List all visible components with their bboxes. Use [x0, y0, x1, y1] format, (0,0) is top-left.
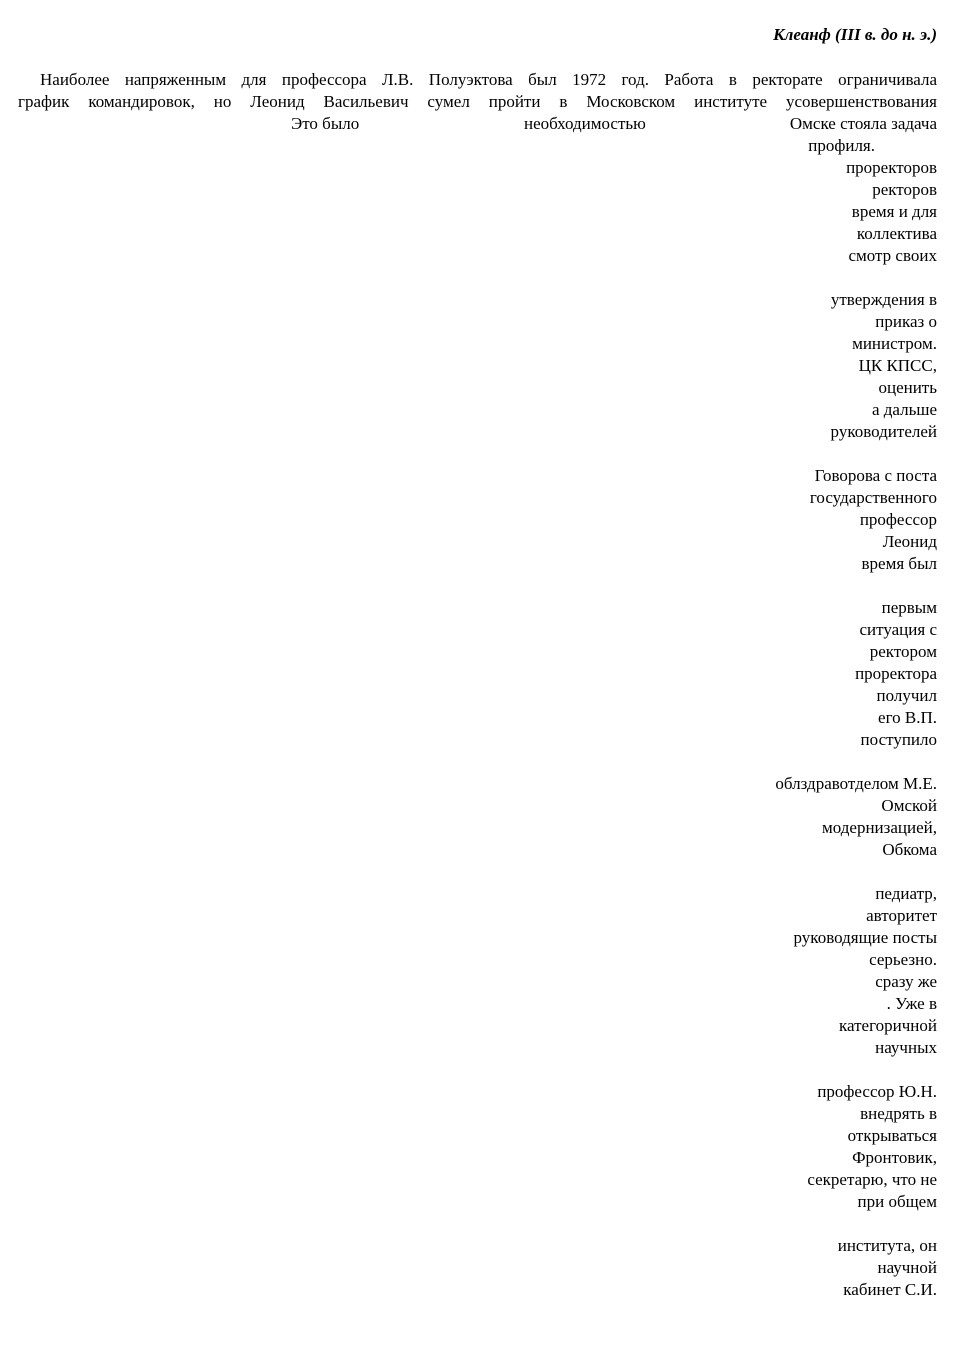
- paragraph-line-1: Наиболее напряженным для профессора Л.В. Полуэктова был 1972 год. Работа в ректорате ограничивала: [40, 70, 937, 89]
- text-fragment: государственного: [809, 488, 937, 507]
- text-fragment: Леонид: [882, 532, 937, 551]
- text-fragment-group: [808, 135, 937, 267]
- text-fragment: оценить: [878, 378, 937, 397]
- text-fragment: время и для: [851, 202, 937, 221]
- text-fragment: получил: [876, 686, 937, 705]
- text-fragment: время был: [861, 554, 937, 573]
- text-fragment-group: [775, 773, 937, 861]
- text-fragment: Фронтовик,: [852, 1148, 937, 1167]
- text-fragment: его В.П.: [878, 708, 937, 727]
- text-fragment: а дальше: [871, 400, 937, 419]
- text-fragment-group: [855, 597, 937, 751]
- text-fragment-group: [810, 465, 937, 575]
- text-fragment: Говорова с поста: [814, 466, 937, 485]
- text-fragment: руководящие посты: [793, 928, 937, 947]
- text-fragment: авторитет: [866, 906, 937, 925]
- text-fragment: Омске стояла задача: [789, 114, 937, 133]
- text-fragment: приказ о: [875, 312, 937, 331]
- text-fragment: Обкома: [882, 840, 937, 859]
- text-fragment-group: [794, 883, 937, 1059]
- epigraph: Клеанф (III в. до н. э.): [773, 25, 937, 44]
- text-fragment: ситуация с: [859, 620, 937, 639]
- text-fragment: при общем: [857, 1192, 937, 1211]
- text-fragment: серьезно.: [869, 950, 937, 969]
- text-fragment: открываться: [847, 1126, 937, 1145]
- text-fragment: ЦК КПСС,: [858, 356, 937, 375]
- text-fragment: руководителей: [830, 422, 937, 441]
- text-fragment: облздравотделом М.Е.: [775, 774, 937, 793]
- text-fragment: секретарю, что не: [807, 1170, 937, 1189]
- text-fragment: коллектива: [856, 224, 937, 243]
- text-fragment-group: [838, 1235, 937, 1301]
- paragraph-line-3: [18, 113, 937, 135]
- text-fragment: профессор: [859, 510, 937, 529]
- text-fragment: смотр своих: [848, 246, 937, 265]
- text-fragment: модернизацией,: [821, 818, 937, 837]
- text-fragment: необходимостью: [524, 114, 646, 133]
- text-fragment: кабинет С.И.: [843, 1280, 937, 1299]
- text-fragment: профессор Ю.Н.: [817, 1082, 937, 1101]
- text-fragment: научной: [877, 1258, 937, 1277]
- text-fragment: первым: [881, 598, 937, 617]
- text-fragment: проректора: [855, 664, 937, 683]
- text-fragment: научных: [875, 1038, 937, 1057]
- paragraph-line-2: график командировок, но Леонид Васильевич сумел пройти в Московском институте усовершенствования: [18, 92, 937, 111]
- text-fragment: ректоров: [872, 180, 937, 199]
- text-fragment-group: [831, 289, 937, 443]
- text-fragment: . Уже в: [886, 994, 937, 1013]
- text-fragment: проректоров: [846, 158, 937, 177]
- text-fragment: института, он: [837, 1236, 937, 1255]
- text-fragment: утверждения в: [830, 290, 937, 309]
- text-fragment: Это было: [291, 114, 360, 133]
- text-fragment-group: [807, 1081, 937, 1213]
- text-fragment: сразу же: [875, 972, 937, 991]
- text-fragment: внедрять в: [860, 1104, 937, 1123]
- text-fragment: министром.: [852, 334, 937, 353]
- text-fragment: ректором: [869, 642, 937, 661]
- text-fragment: Омской: [881, 796, 937, 815]
- text-fragment: педиатр,: [875, 884, 937, 903]
- text-fragment: профиля.: [808, 136, 875, 155]
- text-fragment: категоричной: [839, 1016, 937, 1035]
- text-fragment: поступило: [860, 730, 937, 749]
